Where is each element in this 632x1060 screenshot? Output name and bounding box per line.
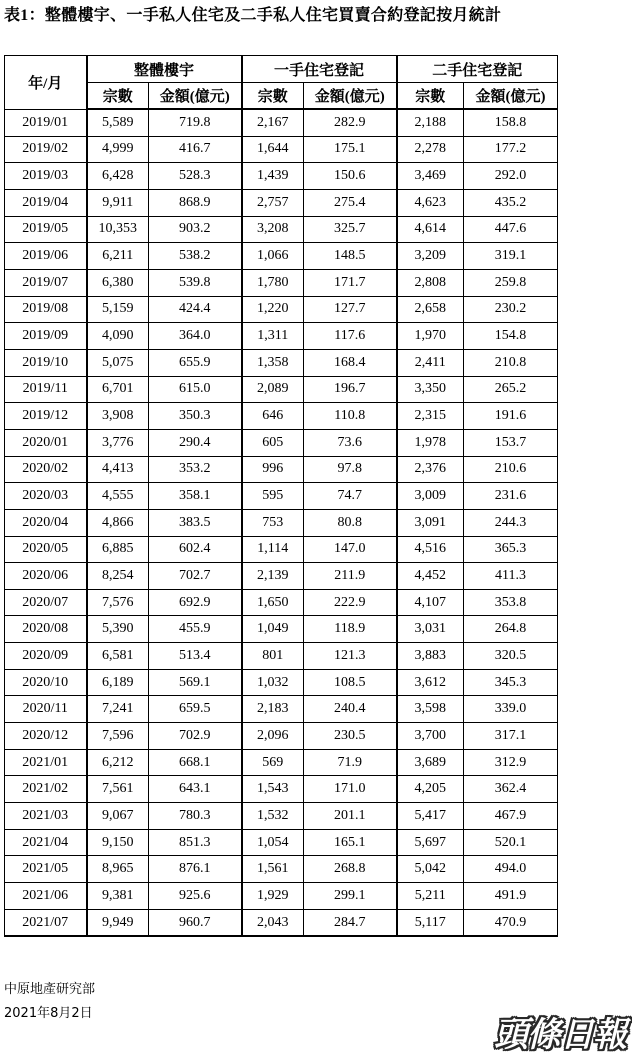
overall-count-cell: 5,390 <box>87 616 149 643</box>
table-row <box>5 749 558 776</box>
primary-amount-cell: 230.5 <box>304 723 397 750</box>
secondary-amount-cell: 191.6 <box>464 403 558 430</box>
overall-amount-cell: 702.7 <box>149 563 242 590</box>
secondary-amount-cell: 353.8 <box>464 589 558 616</box>
primary-count-cell: 1,054 <box>242 829 304 856</box>
overall-count-cell: 8,254 <box>87 563 149 590</box>
primary-count-cell: 605 <box>242 429 304 456</box>
secondary-amount-cell: 411.3 <box>464 563 558 590</box>
primary-count-cell: 1,650 <box>242 589 304 616</box>
period-cell: 2020/05 <box>5 536 87 563</box>
overall-amount-cell: 851.3 <box>149 829 242 856</box>
primary-count-cell: 1,532 <box>242 803 304 830</box>
period-cell: 2020/10 <box>5 669 87 696</box>
secondary-amount-cell: 319.1 <box>464 243 558 270</box>
period-cell: 2019/12 <box>5 403 87 430</box>
table-row <box>5 669 558 696</box>
primary-amount-cell: 171.0 <box>304 776 397 803</box>
overall-count-cell: 7,576 <box>87 589 149 616</box>
overall-count-cell: 7,561 <box>87 776 149 803</box>
table-row <box>5 776 558 803</box>
secondary-count-cell: 3,209 <box>397 243 464 270</box>
overall-amount-cell: 416.7 <box>149 136 242 163</box>
secondary-amount-cell: 467.9 <box>464 803 558 830</box>
secondary-amount-cell: 153.7 <box>464 429 558 456</box>
secondary-count-cell: 3,883 <box>397 643 464 670</box>
overall-amount-cell: 692.9 <box>149 589 242 616</box>
secondary-count-cell: 2,658 <box>397 296 464 323</box>
watermark-logo: 頭條日報 <box>494 1015 626 1055</box>
primary-count-cell: 569 <box>242 749 304 776</box>
primary-count-cell: 1,358 <box>242 349 304 376</box>
secondary-amount-cell: 259.8 <box>464 269 558 296</box>
secondary-amount-cell: 365.3 <box>464 536 558 563</box>
secondary-count-cell: 2,808 <box>397 269 464 296</box>
primary-amount-cell: 117.6 <box>304 323 397 350</box>
secondary-amount-cell: 292.0 <box>464 163 558 190</box>
period-cell: 2020/09 <box>5 643 87 670</box>
primary-count-cell: 753 <box>242 509 304 536</box>
primary-amount-cell: 175.1 <box>304 136 397 163</box>
primary-amount-cell: 222.9 <box>304 589 397 616</box>
secondary-count-cell: 5,697 <box>397 829 464 856</box>
period-cell: 2021/05 <box>5 856 87 883</box>
overall-amount-cell: 780.3 <box>149 803 242 830</box>
overall-amount-cell: 659.5 <box>149 696 242 723</box>
secondary-amount-cell: 210.8 <box>464 349 558 376</box>
table-row <box>5 429 558 456</box>
period-cell: 2020/08 <box>5 616 87 643</box>
table-row <box>5 456 558 483</box>
primary-amount-cell: 108.5 <box>304 669 397 696</box>
table-row <box>5 163 558 190</box>
secondary-count-cell: 2,278 <box>397 136 464 163</box>
secondary-amount-cell: 345.3 <box>464 669 558 696</box>
primary-count-cell: 2,043 <box>242 909 304 936</box>
period-cell: 2020/04 <box>5 509 87 536</box>
overall-amount-cell: 719.8 <box>149 109 242 136</box>
secondary-count-cell: 4,614 <box>397 216 464 243</box>
overall-count-cell: 7,241 <box>87 696 149 723</box>
primary-count-cell: 2,139 <box>242 563 304 590</box>
overall-count-cell: 9,911 <box>87 189 149 216</box>
primary-amount-cell: 211.9 <box>304 563 397 590</box>
table-row <box>5 269 558 296</box>
table-row <box>5 323 558 350</box>
period-cell: 2020/06 <box>5 563 87 590</box>
primary-count-cell: 1,780 <box>242 269 304 296</box>
period-cell: 2020/01 <box>5 429 87 456</box>
secondary-amount-cell: 362.4 <box>464 776 558 803</box>
primary-count-cell: 1,929 <box>242 883 304 910</box>
group-header-primary: 一手住宅登記 <box>242 56 397 83</box>
overall-amount-cell: 643.1 <box>149 776 242 803</box>
secondary-amount-cell: 158.8 <box>464 109 558 136</box>
overall-count-cell: 5,075 <box>87 349 149 376</box>
table-row <box>5 483 558 510</box>
secondary-amount-cell: 491.9 <box>464 883 558 910</box>
secondary-count-cell: 3,469 <box>397 163 464 190</box>
table-row <box>5 696 558 723</box>
overall-count-cell: 7,596 <box>87 723 149 750</box>
overall-amount-cell: 528.3 <box>149 163 242 190</box>
period-cell: 2021/07 <box>5 909 87 936</box>
primary-amount-cell: 148.5 <box>304 243 397 270</box>
primary-count-cell: 1,220 <box>242 296 304 323</box>
secondary-amount-cell: 210.6 <box>464 456 558 483</box>
period-cell: 2021/06 <box>5 883 87 910</box>
source-note: 中原地產研究部 <box>4 982 96 997</box>
secondary-count-cell: 3,612 <box>397 669 464 696</box>
table-row <box>5 856 558 883</box>
count-header: 宗數 <box>87 83 149 110</box>
overall-count-cell: 4,866 <box>87 509 149 536</box>
primary-amount-cell: 110.8 <box>304 403 397 430</box>
primary-amount-cell: 150.6 <box>304 163 397 190</box>
period-cell: 2019/05 <box>5 216 87 243</box>
secondary-count-cell: 2,188 <box>397 109 464 136</box>
overall-count-cell: 9,949 <box>87 909 149 936</box>
primary-amount-cell: 240.4 <box>304 696 397 723</box>
period-cell: 2021/02 <box>5 776 87 803</box>
secondary-count-cell: 3,598 <box>397 696 464 723</box>
secondary-amount-cell: 339.0 <box>464 696 558 723</box>
secondary-count-cell: 1,978 <box>397 429 464 456</box>
secondary-count-cell: 5,417 <box>397 803 464 830</box>
primary-amount-cell: 97.8 <box>304 456 397 483</box>
period-cell: 2020/02 <box>5 456 87 483</box>
primary-amount-cell: 147.0 <box>304 536 397 563</box>
primary-amount-cell: 325.7 <box>304 216 397 243</box>
overall-amount-cell: 868.9 <box>149 189 242 216</box>
period-cell: 2019/09 <box>5 323 87 350</box>
overall-amount-cell: 539.8 <box>149 269 242 296</box>
period-cell: 2019/03 <box>5 163 87 190</box>
table-row <box>5 616 558 643</box>
table-body <box>5 109 558 936</box>
overall-count-cell: 6,212 <box>87 749 149 776</box>
secondary-amount-cell: 244.3 <box>464 509 558 536</box>
table-row <box>5 216 558 243</box>
overall-amount-cell: 353.2 <box>149 456 242 483</box>
overall-amount-cell: 925.6 <box>149 883 242 910</box>
period-cell: 2019/10 <box>5 349 87 376</box>
primary-count-cell: 3,208 <box>242 216 304 243</box>
primary-amount-cell: 80.8 <box>304 509 397 536</box>
overall-amount-cell: 876.1 <box>149 856 242 883</box>
table-row <box>5 536 558 563</box>
primary-count-cell: 1,114 <box>242 536 304 563</box>
secondary-count-cell: 2,315 <box>397 403 464 430</box>
overall-count-cell: 6,701 <box>87 376 149 403</box>
table-row <box>5 883 558 910</box>
secondary-count-cell: 3,689 <box>397 749 464 776</box>
primary-amount-cell: 284.7 <box>304 909 397 936</box>
period-cell: 2020/03 <box>5 483 87 510</box>
overall-amount-cell: 383.5 <box>149 509 242 536</box>
primary-count-cell: 1,311 <box>242 323 304 350</box>
table-row <box>5 803 558 830</box>
primary-amount-cell: 121.3 <box>304 643 397 670</box>
primary-amount-cell: 282.9 <box>304 109 397 136</box>
primary-amount-cell: 171.7 <box>304 269 397 296</box>
secondary-amount-cell: 230.2 <box>464 296 558 323</box>
overall-amount-cell: 702.9 <box>149 723 242 750</box>
primary-count-cell: 1,644 <box>242 136 304 163</box>
period-cell: 2020/11 <box>5 696 87 723</box>
overall-count-cell: 4,090 <box>87 323 149 350</box>
secondary-amount-cell: 447.6 <box>464 216 558 243</box>
overall-amount-cell: 668.1 <box>149 749 242 776</box>
table-row <box>5 723 558 750</box>
period-cell: 2021/01 <box>5 749 87 776</box>
overall-amount-cell: 455.9 <box>149 616 242 643</box>
secondary-amount-cell: 177.2 <box>464 136 558 163</box>
secondary-count-cell: 5,042 <box>397 856 464 883</box>
table-row <box>5 829 558 856</box>
secondary-amount-cell: 312.9 <box>464 749 558 776</box>
primary-count-cell: 2,096 <box>242 723 304 750</box>
secondary-count-cell: 4,623 <box>397 189 464 216</box>
period-cell: 2021/04 <box>5 829 87 856</box>
group-header-secondary: 二手住宅登記 <box>397 56 558 83</box>
table-row <box>5 136 558 163</box>
period-cell: 2019/08 <box>5 296 87 323</box>
secondary-count-cell: 4,107 <box>397 589 464 616</box>
table-row <box>5 509 558 536</box>
table-title: 表1：整體樓宇、一手私人住宅及二手私人住宅買賣合約登記按月統計 <box>4 7 502 24</box>
period-header: 年/月 <box>5 56 87 110</box>
overall-count-cell: 6,581 <box>87 643 149 670</box>
primary-amount-cell: 127.7 <box>304 296 397 323</box>
secondary-amount-cell: 520.1 <box>464 829 558 856</box>
primary-count-cell: 1,049 <box>242 616 304 643</box>
primary-count-cell: 2,183 <box>242 696 304 723</box>
secondary-count-cell: 1,970 <box>397 323 464 350</box>
period-cell: 2020/12 <box>5 723 87 750</box>
primary-count-cell: 1,439 <box>242 163 304 190</box>
overall-amount-cell: 513.4 <box>149 643 242 670</box>
primary-count-cell: 801 <box>242 643 304 670</box>
count-header: 宗數 <box>397 83 464 110</box>
table-row <box>5 296 558 323</box>
overall-amount-cell: 364.0 <box>149 323 242 350</box>
overall-amount-cell: 424.4 <box>149 296 242 323</box>
period-cell: 2019/04 <box>5 189 87 216</box>
secondary-amount-cell: 265.2 <box>464 376 558 403</box>
primary-count-cell: 1,032 <box>242 669 304 696</box>
secondary-count-cell: 3,091 <box>397 509 464 536</box>
primary-count-cell: 1,543 <box>242 776 304 803</box>
secondary-count-cell: 3,700 <box>397 723 464 750</box>
overall-amount-cell: 903.2 <box>149 216 242 243</box>
overall-amount-cell: 615.0 <box>149 376 242 403</box>
overall-count-cell: 9,381 <box>87 883 149 910</box>
secondary-amount-cell: 494.0 <box>464 856 558 883</box>
overall-count-cell: 6,380 <box>87 269 149 296</box>
period-cell: 2019/11 <box>5 376 87 403</box>
secondary-count-cell: 5,211 <box>397 883 464 910</box>
secondary-amount-cell: 320.5 <box>464 643 558 670</box>
primary-amount-cell: 74.7 <box>304 483 397 510</box>
count-header: 宗數 <box>242 83 304 110</box>
secondary-count-cell: 2,411 <box>397 349 464 376</box>
overall-count-cell: 9,067 <box>87 803 149 830</box>
secondary-count-cell: 4,205 <box>397 776 464 803</box>
primary-amount-cell: 165.1 <box>304 829 397 856</box>
overall-count-cell: 6,885 <box>87 536 149 563</box>
primary-amount-cell: 168.4 <box>304 349 397 376</box>
overall-amount-cell: 350.3 <box>149 403 242 430</box>
period-cell: 2019/06 <box>5 243 87 270</box>
primary-count-cell: 2,167 <box>242 109 304 136</box>
overall-count-cell: 5,159 <box>87 296 149 323</box>
overall-amount-cell: 602.4 <box>149 536 242 563</box>
overall-count-cell: 4,555 <box>87 483 149 510</box>
table-row <box>5 563 558 590</box>
table-row <box>5 243 558 270</box>
primary-count-cell: 595 <box>242 483 304 510</box>
primary-amount-cell: 299.1 <box>304 883 397 910</box>
primary-amount-cell: 118.9 <box>304 616 397 643</box>
table-row <box>5 643 558 670</box>
overall-count-cell: 6,211 <box>87 243 149 270</box>
table-row <box>5 349 558 376</box>
primary-count-cell: 1,066 <box>242 243 304 270</box>
overall-amount-cell: 290.4 <box>149 429 242 456</box>
overall-amount-cell: 569.1 <box>149 669 242 696</box>
overall-count-cell: 5,589 <box>87 109 149 136</box>
amount-header: 金額(億元) <box>464 83 558 110</box>
secondary-amount-cell: 264.8 <box>464 616 558 643</box>
primary-amount-cell: 268.8 <box>304 856 397 883</box>
overall-count-cell: 4,999 <box>87 136 149 163</box>
primary-amount-cell: 275.4 <box>304 189 397 216</box>
secondary-count-cell: 3,031 <box>397 616 464 643</box>
overall-amount-cell: 538.2 <box>149 243 242 270</box>
overall-count-cell: 6,428 <box>87 163 149 190</box>
primary-amount-cell: 201.1 <box>304 803 397 830</box>
primary-amount-cell: 196.7 <box>304 376 397 403</box>
secondary-count-cell: 3,009 <box>397 483 464 510</box>
date-note: 2021年8月2日 <box>4 1006 93 1021</box>
table-row <box>5 403 558 430</box>
secondary-count-cell: 3,350 <box>397 376 464 403</box>
secondary-count-cell: 4,452 <box>397 563 464 590</box>
primary-count-cell: 2,757 <box>242 189 304 216</box>
overall-amount-cell: 960.7 <box>149 909 242 936</box>
statistics-table <box>4 55 558 937</box>
primary-count-cell: 996 <box>242 456 304 483</box>
secondary-amount-cell: 317.1 <box>464 723 558 750</box>
period-cell: 2019/01 <box>5 109 87 136</box>
overall-count-cell: 3,776 <box>87 429 149 456</box>
table-row <box>5 109 558 136</box>
overall-amount-cell: 655.9 <box>149 349 242 376</box>
overall-count-cell: 10,353 <box>87 216 149 243</box>
period-cell: 2019/07 <box>5 269 87 296</box>
secondary-amount-cell: 435.2 <box>464 189 558 216</box>
group-header-overall: 整體樓宇 <box>87 56 242 83</box>
secondary-amount-cell: 470.9 <box>464 909 558 936</box>
amount-header: 金額(億元) <box>304 83 397 110</box>
secondary-count-cell: 2,376 <box>397 456 464 483</box>
secondary-count-cell: 4,516 <box>397 536 464 563</box>
overall-count-cell: 9,150 <box>87 829 149 856</box>
amount-header: 金額(億元) <box>149 83 242 110</box>
secondary-amount-cell: 154.8 <box>464 323 558 350</box>
overall-count-cell: 3,908 <box>87 403 149 430</box>
table-row <box>5 589 558 616</box>
primary-count-cell: 1,561 <box>242 856 304 883</box>
period-cell: 2020/07 <box>5 589 87 616</box>
secondary-count-cell: 5,117 <box>397 909 464 936</box>
period-cell: 2021/03 <box>5 803 87 830</box>
secondary-amount-cell: 231.6 <box>464 483 558 510</box>
overall-count-cell: 8,965 <box>87 856 149 883</box>
overall-count-cell: 4,413 <box>87 456 149 483</box>
overall-amount-cell: 358.1 <box>149 483 242 510</box>
table-row <box>5 376 558 403</box>
primary-amount-cell: 71.9 <box>304 749 397 776</box>
table-row <box>5 909 558 936</box>
primary-amount-cell: 73.6 <box>304 429 397 456</box>
primary-count-cell: 2,089 <box>242 376 304 403</box>
period-cell: 2019/02 <box>5 136 87 163</box>
overall-count-cell: 6,189 <box>87 669 149 696</box>
table-row <box>5 189 558 216</box>
primary-count-cell: 646 <box>242 403 304 430</box>
